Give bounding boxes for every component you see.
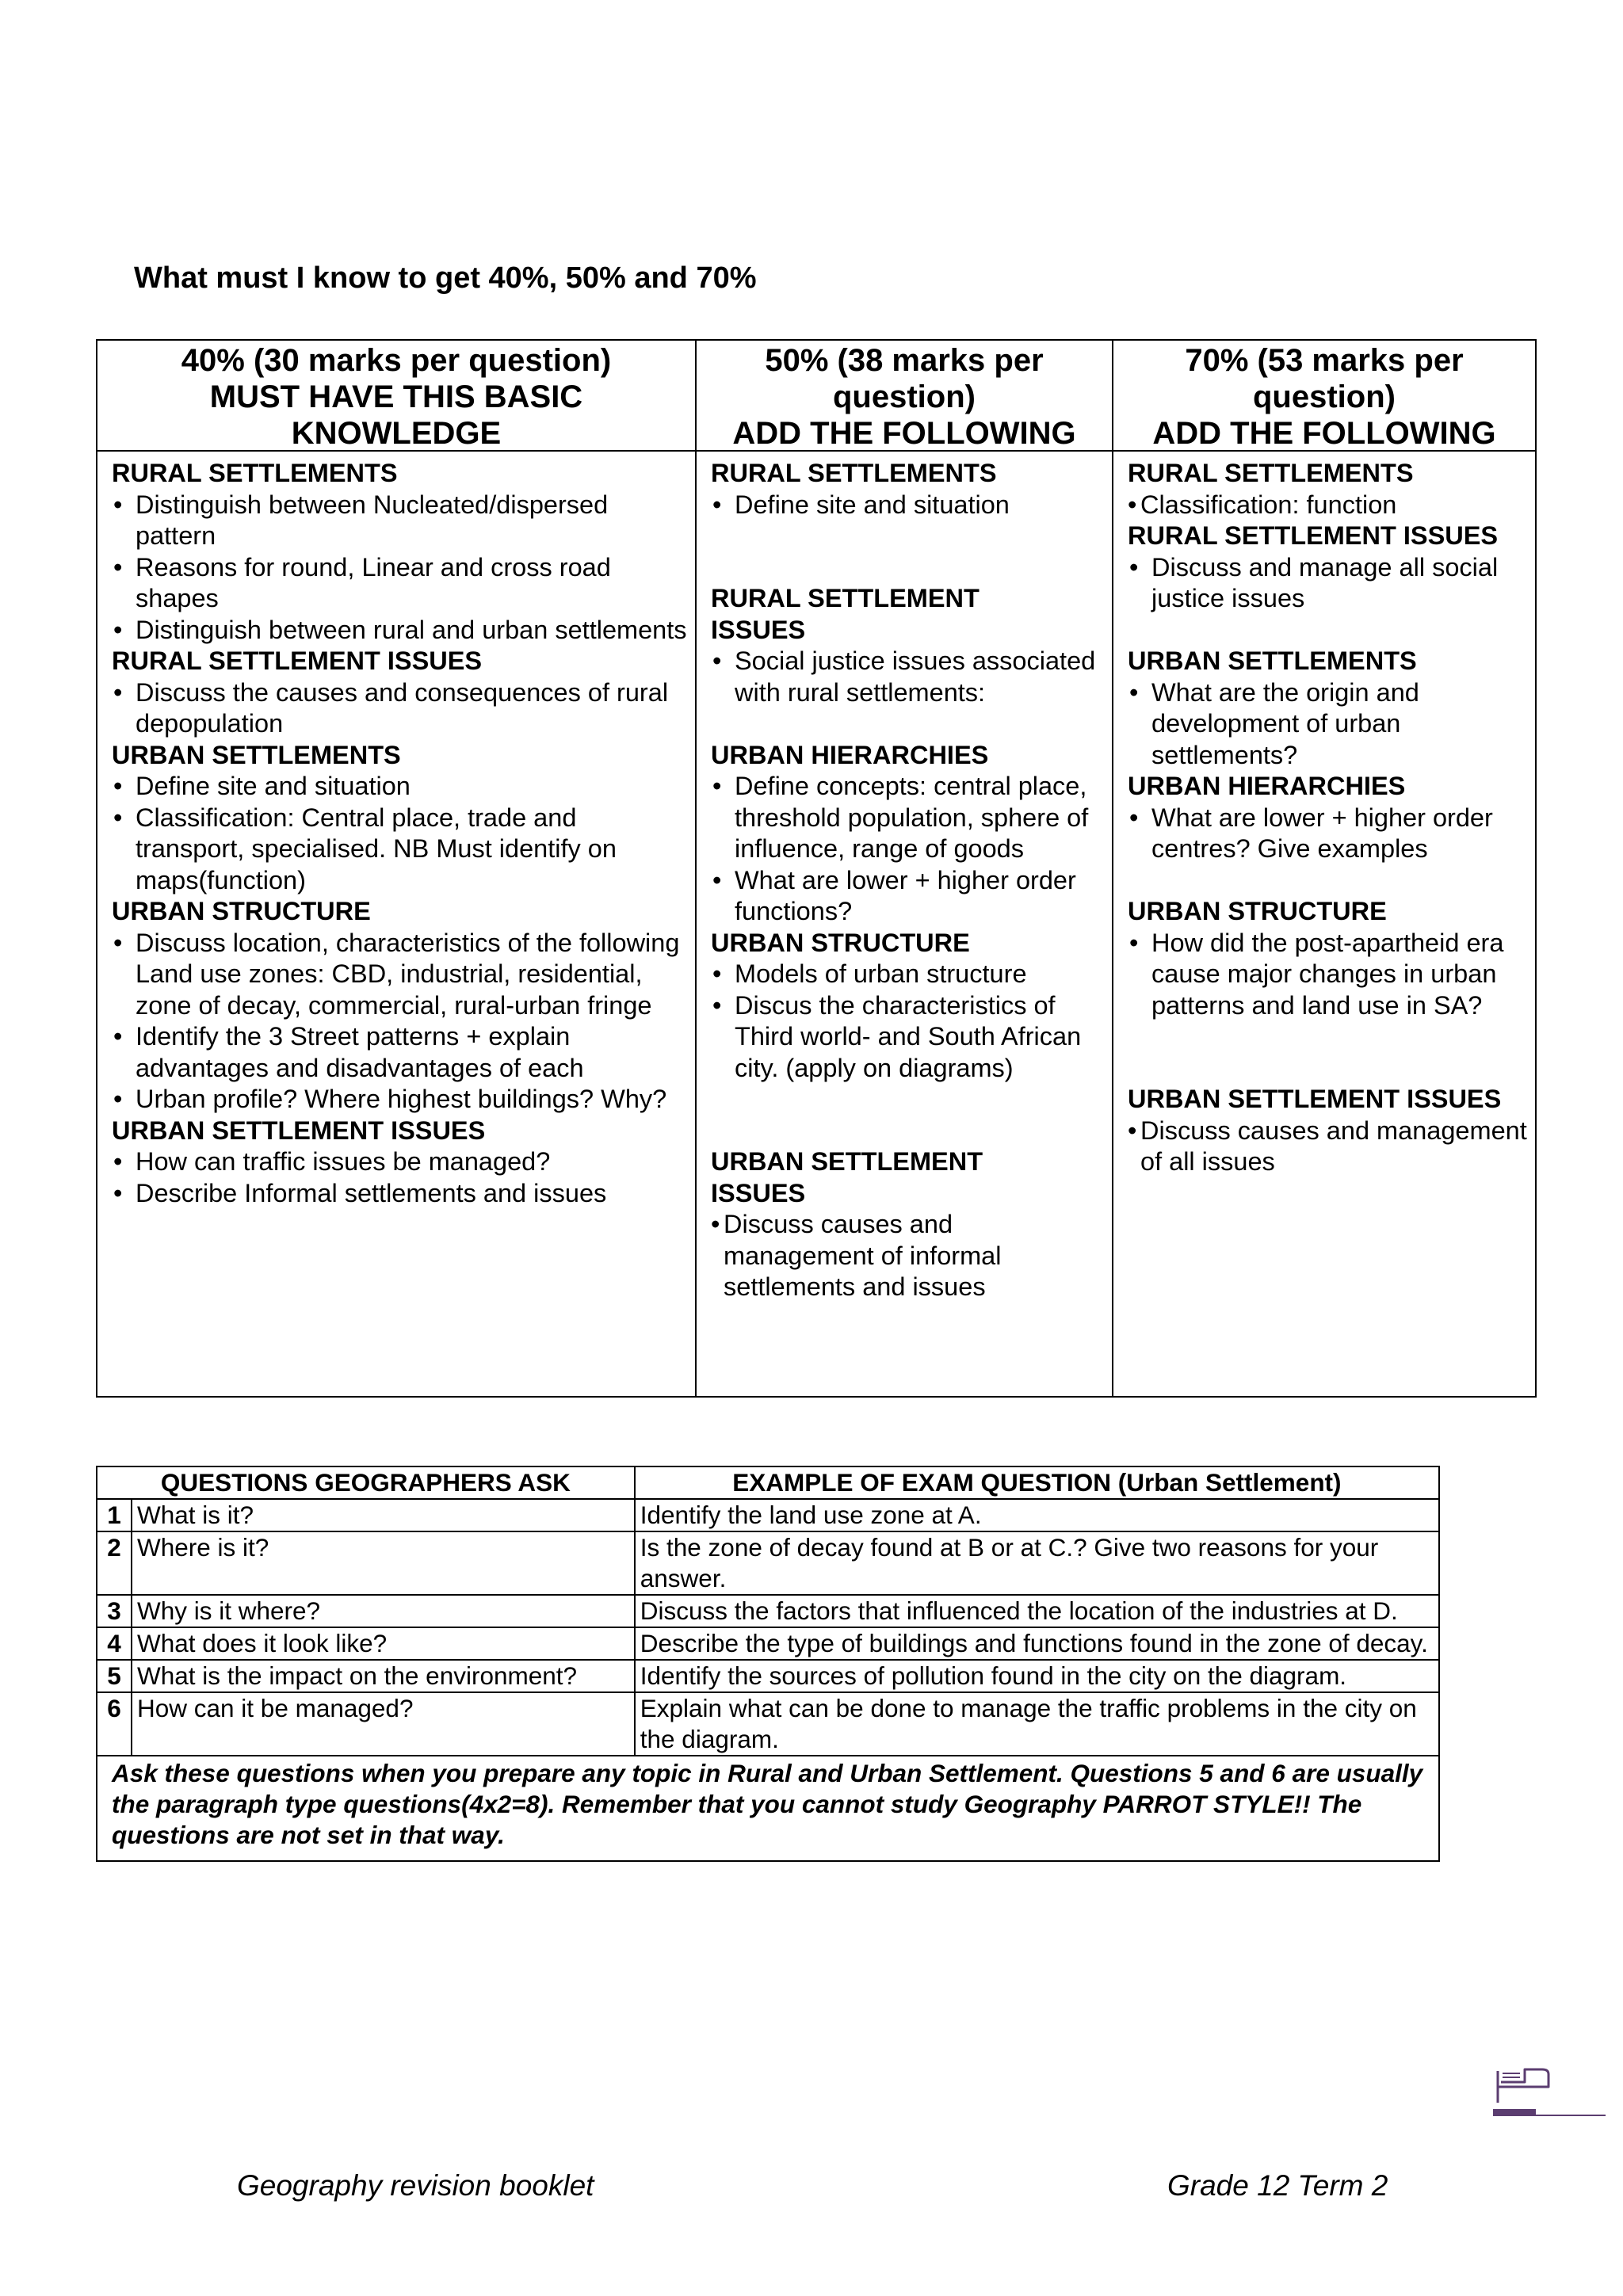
bullet-list	[112, 1146, 687, 1209]
section-heading: RURAL SETTLEMENTS	[711, 459, 997, 487]
list-item: • Urban profile? Where highest buildings? Why?	[112, 1084, 687, 1116]
question-cell: What is the impact on the environment?	[132, 1660, 635, 1692]
bullet-list	[711, 771, 1104, 928]
bullet-list	[1128, 928, 1527, 1022]
study-note: Ask these questions when you prepare any topic in Rural and Urban Settlement. Questions 5 and 6 are usually the paragraph type questions(4x2=8). Remember that you cannot study Geography PARROT STYLE!! The questions are not set in that way.	[97, 1756, 1439, 1861]
header-70-percent: 70% (53 marks per question) ADD THE FOLLOWING	[1113, 341, 1535, 452]
bullet-list	[1128, 803, 1527, 865]
list-item: • What are lower + higher order functions?	[711, 865, 1104, 928]
header-50-percent: 50% (38 marks per question) ADD THE FOLLOWING	[697, 341, 1113, 452]
note-row	[97, 1756, 1439, 1861]
book-logo-icon	[1493, 2050, 1564, 2114]
section-heading: RURAL SETTLEMENT ISSUES	[112, 646, 483, 675]
column-40-percent	[97, 452, 697, 1396]
list-item: • Classification: Central place, trade and transport, specialised. NB Must identify on maps(function)	[112, 803, 687, 897]
footer-grade-term: Grade 12 Term 2	[1167, 2169, 1388, 2202]
list-item: • Define site and situation	[112, 771, 687, 803]
example-cell: Identify the land use zone at A.	[635, 1499, 1439, 1531]
list-item: • How can traffic issues be managed?	[112, 1146, 687, 1178]
question-cell: How can it be managed?	[132, 1692, 635, 1756]
list-item: • Define concepts: central place, threshold population, sphere of influence, range of goods	[711, 771, 1104, 865]
bullet-list	[1128, 552, 1527, 615]
section-heading: RURAL SETTLEMENT ISSUES	[1128, 521, 1499, 550]
question-cell: What does it look like?	[132, 1627, 635, 1660]
section-heading: RURAL SETTLEMENTS	[112, 459, 398, 487]
list-item: • Discuss the causes and consequences of rural depopulation	[112, 677, 687, 740]
row-number: 6	[97, 1692, 132, 1756]
section-heading: ISSUES	[711, 615, 806, 644]
section-heading: URBAN SETTLEMENT	[711, 1147, 983, 1176]
section-heading: URBAN STRUCTURE	[112, 897, 371, 925]
list-item: • How did the post-apartheid era cause major changes in urban patterns and land use in SA?	[1128, 928, 1527, 1022]
header-example: EXAMPLE OF EXAM QUESTION (Urban Settlement)	[635, 1466, 1439, 1499]
list-item: • Discuss and manage all social justice issues	[1128, 552, 1527, 615]
footer-accent-bar	[1493, 2107, 1606, 2117]
list-item: • Discuss location, characteristics of the following Land use zones: CBD, industrial, residential, zone of decay, commercial, rural-urban fringe	[112, 928, 687, 1022]
section-heading: URBAN SETTLEMENT ISSUES	[112, 1116, 486, 1145]
section-heading: URBAN STRUCTURE	[1128, 897, 1387, 925]
question-cell: Why is it where?	[132, 1595, 635, 1627]
section-heading: URBAN SETTLEMENT ISSUES	[1128, 1085, 1502, 1113]
table-row	[97, 1692, 1439, 1756]
bullet-list	[711, 490, 1104, 521]
list-item: • Discuss causes and management of all issues	[1128, 1116, 1527, 1178]
list-item: • Distinguish between rural and urban settlements	[112, 615, 687, 646]
bullet-list	[112, 490, 687, 646]
knowledge-table	[96, 339, 1537, 1398]
list-item: • Define site and situation	[711, 490, 1104, 521]
list-item: • Distinguish between Nucleated/dispersed pattern	[112, 490, 687, 552]
example-cell: Identify the sources of pollution found in the city on the diagram.	[635, 1660, 1439, 1692]
example-cell: Explain what can be done to manage the traffic problems in the city on the diagram.	[635, 1692, 1439, 1756]
column-70-percent	[1113, 452, 1535, 1396]
list-item: • Models of urban structure	[711, 959, 1104, 990]
section-heading: URBAN HIERARCHIES	[1128, 772, 1406, 800]
header-questions: QUESTIONS GEOGRAPHERS ASK	[97, 1466, 635, 1499]
bullet-list	[112, 771, 687, 896]
row-number: 4	[97, 1627, 132, 1660]
header-40-percent: 40% (30 marks per question) MUST HAVE THIS BASIC KNOWLEDGE	[97, 341, 697, 452]
list-item: • Discuss causes and management of informal settlements and issues	[711, 1209, 1104, 1303]
list-item: • Identify the 3 Street patterns + explain advantages and disadvantages of each	[112, 1021, 687, 1084]
bullet-list	[711, 1209, 1104, 1303]
section-heading: URBAN STRUCTURE	[711, 928, 970, 957]
bullet-list	[711, 646, 1104, 708]
row-number: 3	[97, 1595, 132, 1627]
column-50-percent	[697, 452, 1113, 1396]
bullet-list	[112, 928, 687, 1116]
example-cell: Discuss the factors that influenced the location of the industries at D.	[635, 1595, 1439, 1627]
table-row	[97, 1660, 1439, 1692]
footer-booklet-title: Geography revision booklet	[237, 2169, 594, 2202]
bullet-list	[1128, 490, 1527, 521]
page-title: What must I know to get 40%, 50% and 70%	[134, 261, 757, 295]
list-item: • Social justice issues associated with rural settlements:	[711, 646, 1104, 708]
example-cell: Describe the type of buildings and functions found in the zone of decay.	[635, 1627, 1439, 1660]
bullet-list	[1128, 677, 1527, 772]
table-header-row	[97, 1466, 1439, 1499]
bullet-list	[112, 677, 687, 740]
exam-questions-table	[96, 1466, 1440, 1862]
list-item: • Describe Informal settlements and issues	[112, 1178, 687, 1210]
table-row	[97, 1595, 1439, 1627]
list-item: • Classification: function	[1128, 490, 1527, 521]
row-number: 2	[97, 1531, 132, 1595]
list-item: • What are lower + higher order centres? Give examples	[1128, 803, 1527, 865]
list-item: • What are the origin and development of urban settlements?	[1128, 677, 1527, 772]
section-heading: RURAL SETTLEMENTS	[1128, 459, 1414, 487]
section-heading: RURAL SETTLEMENT	[711, 584, 980, 612]
section-heading: URBAN SETTLEMENTS	[1128, 646, 1417, 675]
list-item: • Reasons for round, Linear and cross road shapes	[112, 552, 687, 615]
section-heading: URBAN HIERARCHIES	[711, 740, 989, 769]
table-row	[97, 1499, 1439, 1531]
example-cell: Is the zone of decay found at B or at C.? Give two reasons for your answer.	[635, 1531, 1439, 1595]
bullet-list	[1128, 1116, 1527, 1178]
table-row	[97, 1627, 1439, 1660]
table-row	[97, 1531, 1439, 1595]
row-number: 5	[97, 1660, 132, 1692]
row-number: 1	[97, 1499, 132, 1531]
bullet-list	[711, 959, 1104, 1084]
list-item: • Discus the characteristics of Third world- and South African city. (apply on diagrams)	[711, 990, 1104, 1085]
section-heading: URBAN SETTLEMENTS	[112, 740, 401, 769]
section-heading: ISSUES	[711, 1178, 806, 1207]
question-cell: Where is it?	[132, 1531, 635, 1595]
question-cell: What is it?	[132, 1499, 635, 1531]
